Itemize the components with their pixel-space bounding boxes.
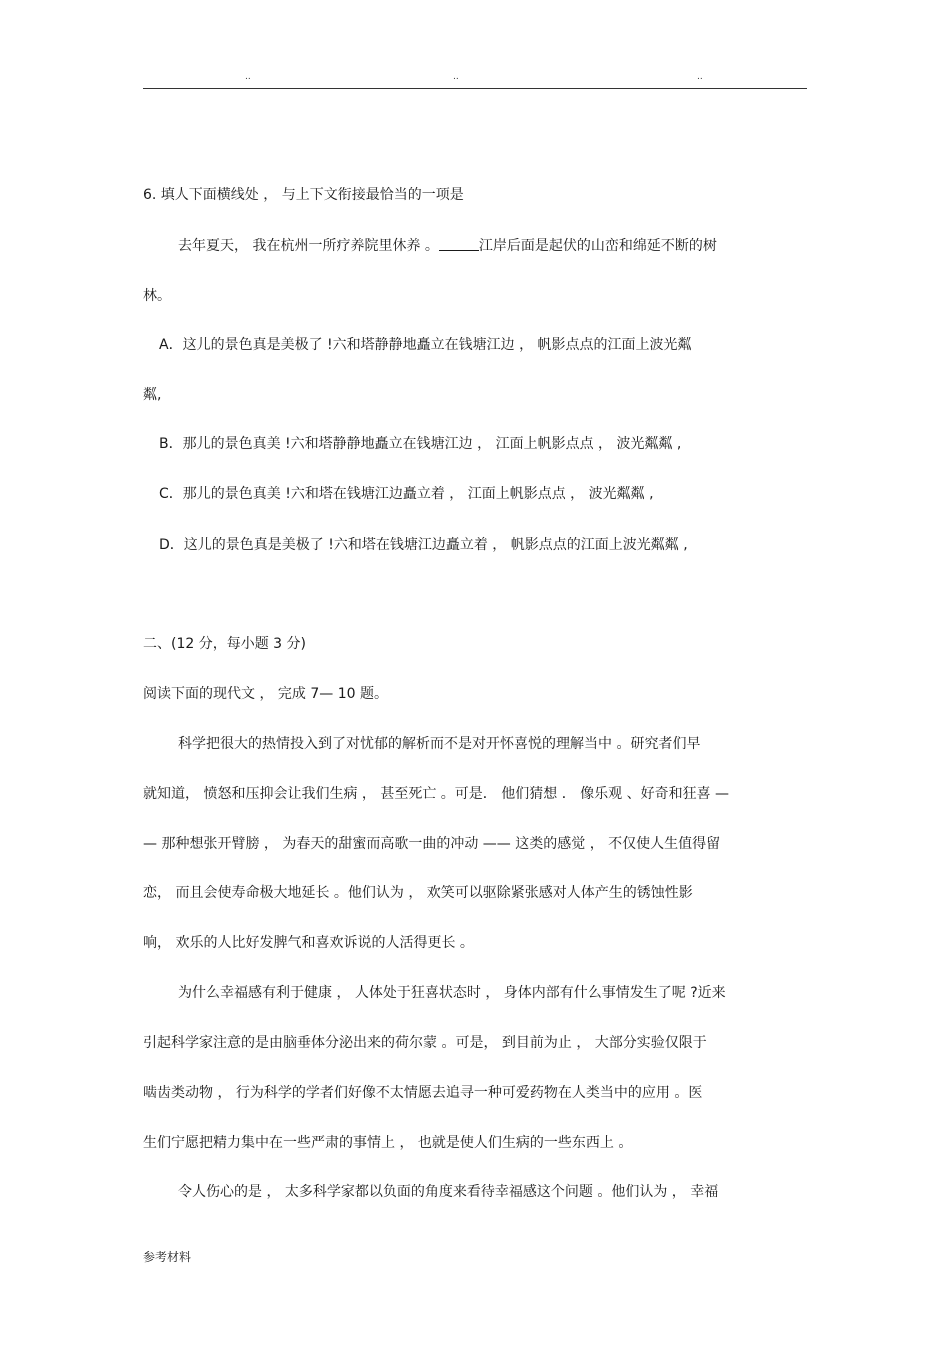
option-a: A．这儿的景色真是美极了 !六和塔静静地矗立在钱塘江边 ， 帆影点点的江面上波光粼	[159, 337, 692, 353]
question-stem: 6. 填人下面横线处 ， 与上下文衔接最恰当的一项是	[143, 187, 464, 203]
article-paragraph-1-line-3: — 那种想张开臂膀 ， 为春天的甜蜜而高歌一曲的冲动 —— 这类的感觉 ， 不仅使人生值得留	[143, 836, 721, 852]
header-mark-2: ..	[453, 72, 459, 82]
article-paragraph-2-line-2: 引起科学家注意的是由脑垂体分泌出来的荷尔蒙 。可是， 到目前为止 ， 大部分实验仅限于	[143, 1035, 707, 1051]
article-paragraph-2-line-3: 啮齿类动物 ， 行为科学的学者们好像不太情愿去追寻一种可爱药物在人类当中的应用 。医	[143, 1085, 703, 1101]
article-paragraph-2-line-1: 为什么幸福感有利于健康 ， 人体处于狂喜状态时 ， 身体内部有什么事情发生了呢 ?近来	[178, 985, 726, 1001]
section-heading: 二、(12 分，每小题 3 分)	[143, 636, 306, 652]
article-paragraph-1-line-5: 响， 欢乐的人比好发脾气和喜欢诉说的人活得更长 。	[143, 935, 474, 951]
passage-continuation: 林。	[143, 288, 171, 304]
option-d: D．这儿的景色真是美极了 !六和塔在钱塘江边矗立着 ， 帆影点点的江面上波光粼粼 ,	[159, 537, 688, 553]
section-instruction: 阅读下面的现代文 ， 完成 7— 10 题。	[143, 686, 388, 702]
article-paragraph-3-line-1: 令人伤心的是 ， 太多科学家都以负面的角度来看待幸福感这个问题 。他们认为 ， 幸福	[178, 1184, 719, 1200]
passage-part2: 江岸后面是起伏的山峦和绵延不断的树	[478, 238, 717, 254]
passage-part1: 去年夏天， 我在杭州一所疗养院里休养 。	[178, 238, 439, 254]
header-rule	[143, 88, 807, 89]
option-a-continuation: 粼,	[143, 387, 162, 403]
option-b: B．那儿的景色真美 !六和塔静静地矗立在钱塘江边 ， 江面上帆影点点 ， 波光粼粼 ,	[159, 436, 682, 452]
article-paragraph-1-line-2: 就知道， 愤怒和压抑会让我们生病 ， 甚至死亡 。可是． 他们猜想 ． 像乐观 、好奇和狂喜 —	[143, 786, 730, 802]
article-paragraph-2-line-4: 生们宁愿把精力集中在一些严肃的事情上 ， 也就是使人们生病的一些东西上 。	[143, 1135, 633, 1151]
answer-blank	[439, 236, 479, 251]
header-mark-3: ..	[697, 72, 703, 82]
article-paragraph-1-line-1: 科学把很大的热情投入到了对忧郁的解析而不是对开怀喜悦的理解当中 。研究者们早	[178, 736, 701, 752]
header-mark-1: ..	[245, 72, 251, 82]
option-c: C．那儿的景色真美 !六和塔在钱塘江边矗立着 ， 江面上帆影点点 ， 波光粼粼 ,	[159, 486, 654, 502]
passage-line	[178, 236, 717, 256]
footer-label: 参考材料	[143, 1250, 192, 1264]
article-paragraph-1-line-4: 恋， 而且会使寿命极大地延长 。他们认为 ， 欢笑可以驱除紧张感对人体产生的锈蚀性影	[143, 885, 693, 901]
